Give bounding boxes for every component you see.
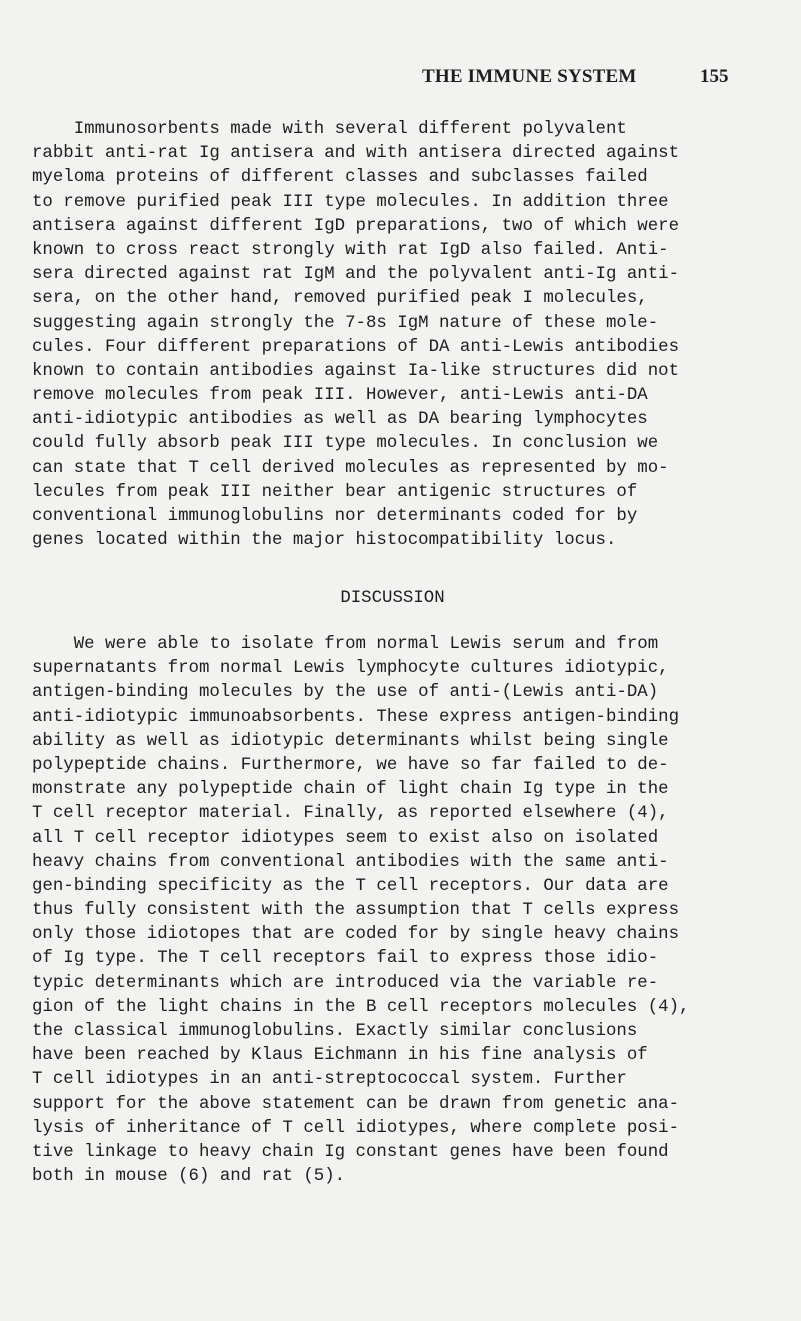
text-line: gen-binding specificity as the T cell receptors. Our data are: [32, 876, 669, 896]
text-line: typic determinants which are introduced via the variable re-: [32, 973, 659, 993]
text-line: remove molecules from peak III. However, anti-Lewis anti-DA: [32, 386, 648, 406]
text-line: could fully absorb peak III type molecules. In conclusion we: [32, 434, 659, 454]
section-heading: [0, 587, 801, 611]
text-line: genes located within the major histocompatibility locus.: [32, 531, 617, 551]
text-line: antigen-binding molecules by the use of anti-(Lewis anti-DA): [32, 683, 659, 703]
text-line: monstrate any polypeptide chain of light chain Ig type in the: [32, 780, 669, 800]
text-line: of Ig type. The T cell receptors fail to express those idio-: [32, 949, 659, 969]
text-line: conventional immunoglobulins nor determinants coded for by: [32, 507, 638, 526]
text-line: known to contain antibodies against Ia-like structures did not: [32, 361, 680, 381]
text-line: supernatants from normal Lewis lymphocyte cultures idiotypic,: [32, 659, 669, 679]
text-line: cules. Four different preparations of DA anti-Lewis antibodies: [32, 337, 680, 357]
text-line: to remove purified peak III type molecules. In addition three: [32, 192, 669, 212]
paragraph-results: [32, 118, 772, 553]
running-title: THE IMMUNE SYSTEM: [422, 66, 637, 87]
page-header: [0, 66, 801, 94]
text-line: heavy chains from conventional antibodies with the same anti-: [32, 852, 669, 872]
text-line: myeloma proteins of different classes and subclasses failed: [32, 168, 648, 188]
text-line: anti-idiotypic immunoabsorbents. These express antigen-binding: [32, 707, 680, 727]
text-line: known to cross react strongly with rat IgD also failed. Anti-: [32, 240, 669, 260]
text-line: thus fully consistent with the assumption that T cells express: [32, 901, 680, 921]
text-line: can state that T cell derived molecules as represented by mo-: [32, 458, 669, 478]
text-line: sera, on the other hand, removed purified peak I molecules,: [32, 289, 648, 309]
text-line: polypeptide chains. Furthermore, we have so far failed to de-: [32, 755, 669, 775]
text-line: only those idiotopes that are coded for by single heavy chains: [32, 925, 680, 945]
text-line: Immunosorbents made with several different polyvalent: [32, 120, 627, 139]
text-line: all T cell receptor idiotypes seem to exist also on isolated: [32, 828, 659, 848]
text-line: T cell receptor material. Finally, as reported elsewhere (4),: [32, 804, 669, 824]
text-line: lecules from peak III neither bear antigenic structures of: [32, 482, 638, 502]
text-line: the classical immunoglobulins. Exactly similar conclusions: [32, 1022, 638, 1041]
text-line: anti-idiotypic antibodies as well as DA bearing lymphocytes: [32, 410, 648, 430]
section-heading-text: DISCUSSION: [340, 589, 445, 608]
text-line: both in mouse (6) and rat (5).: [32, 1167, 346, 1187]
text-line: suggesting again strongly the 7-8s IgM nature of these mole-: [32, 313, 659, 333]
text-line: have been reached by Klaus Eichmann in his fine analysis of: [32, 1046, 648, 1066]
text-line: We were able to isolate from normal Lewis serum and from: [32, 635, 659, 654]
text-line: support for the above statement can be drawn from genetic ana-: [32, 1094, 680, 1114]
text-line: rabbit anti-rat Ig antisera and with antisera directed against: [32, 144, 680, 164]
page-number: 155: [700, 66, 729, 87]
text-line: tive linkage to heavy chain Ig constant genes have been found: [32, 1142, 669, 1162]
text-line: gion of the light chains in the B cell receptors molecules (4),: [32, 997, 690, 1017]
text-line: T cell idiotypes in an anti-streptococcal system. Further: [32, 1070, 627, 1090]
text-line: lysis of inheritance of T cell idiotypes, where complete posi-: [32, 1118, 680, 1138]
text-line: sera directed against rat IgM and the polyvalent anti-Ig anti-: [32, 265, 680, 285]
paragraph-discussion: [32, 633, 772, 1189]
text-line: antisera against different IgD preparations, two of which were: [32, 216, 680, 236]
text-line: ability as well as idiotypic determinants whilst being single: [32, 731, 669, 751]
